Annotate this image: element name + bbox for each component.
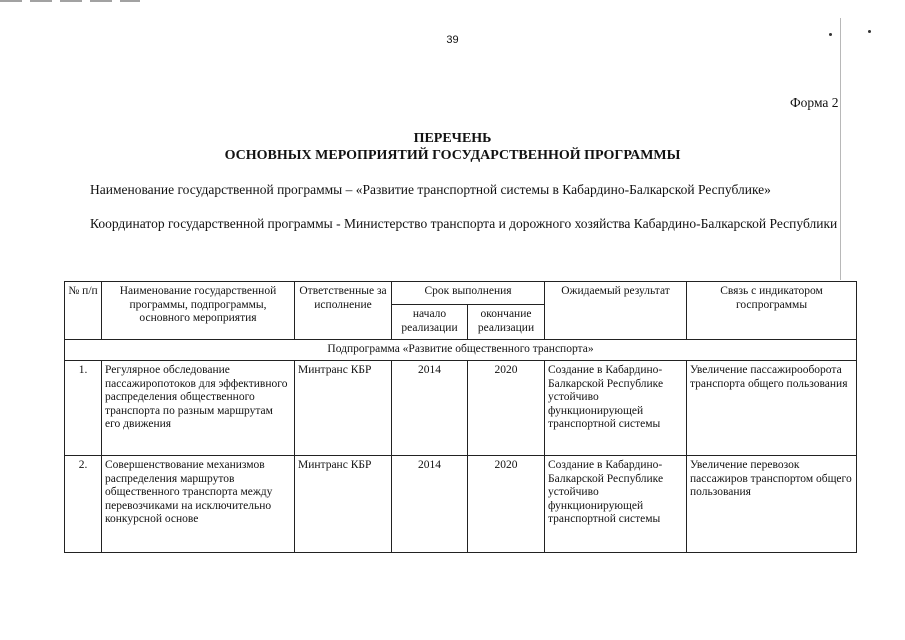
scan-artifact: [0, 0, 140, 2]
cell-name: Регулярное обследование пассажиропотоков для эффективного распределения общественного транспорта по разным маршрутам его движения: [102, 361, 295, 456]
cell-start: 2014: [392, 456, 468, 553]
cell-result: Создание в Кабардино-Балкарской Республике устойчиво функционирующей транспортной системы: [545, 456, 687, 553]
header-result: Ожидаемый результат: [545, 282, 687, 340]
cell-start: 2014: [392, 361, 468, 456]
header-term: Срок выполнения: [392, 282, 545, 305]
table-row: [65, 456, 857, 553]
program-name: Наименование государственной программы – «Развитие транспортной системы в Кабардино-Балкарской Республике»: [90, 182, 771, 197]
table-header-row: [65, 282, 857, 305]
header-end: окончание реализации: [468, 305, 545, 340]
subprogram-row: [65, 340, 857, 361]
cell-name: Совершенствование механизмов распределения маршрутов общественного транспорта между перевозчиками на исключительно конкурсной основе: [102, 456, 295, 553]
header-num: № п/п: [65, 282, 102, 340]
header-link: Связь с индикатором госпрограммы: [687, 282, 857, 340]
cell-link: Увеличение пассажирооборота транспорта общего пользования: [687, 361, 857, 456]
cell-link: Увеличение перевозок пассажиров транспортом общего пользования: [687, 456, 857, 553]
form-label: Форма 2: [790, 95, 839, 110]
scan-speck: [868, 30, 871, 33]
cell-end: 2020: [468, 456, 545, 553]
title-line-1: ПЕРЕЧЕНЬ: [413, 131, 492, 146]
cell-result: Создание в Кабардино-Балкарской Республике устойчиво функционирующей транспортной системы: [545, 361, 687, 456]
document-title: [0, 130, 905, 164]
cell-responsible: Минтранс КБР: [295, 361, 392, 456]
cell-end: 2020: [468, 361, 545, 456]
title-line-2: ОСНОВНЫХ МЕРОПРИЯТИЙ ГОСУДАРСТВЕННОЙ ПРОГРАММЫ: [224, 148, 681, 163]
table-row: [65, 361, 857, 456]
header-responsible: Ответственные за исполнение: [295, 282, 392, 340]
cell-num: 1.: [65, 361, 102, 456]
program-coordinator: Координатор государственной программы - Министерство транспорта и дорожного хозяйства Кабардино-Балкарской Республики: [90, 216, 838, 231]
header-name: Наименование государственной программы, подпрограммы, основного мероприятия: [102, 282, 295, 340]
page-number: 39: [446, 34, 459, 46]
cell-num: 2.: [65, 456, 102, 553]
cell-responsible: Минтранс КБР: [295, 456, 392, 553]
header-start: начало реализации: [392, 305, 468, 340]
events-table: [64, 281, 857, 553]
subprogram-title: Подпрограмма «Развитие общественного транспорта»: [65, 340, 857, 361]
